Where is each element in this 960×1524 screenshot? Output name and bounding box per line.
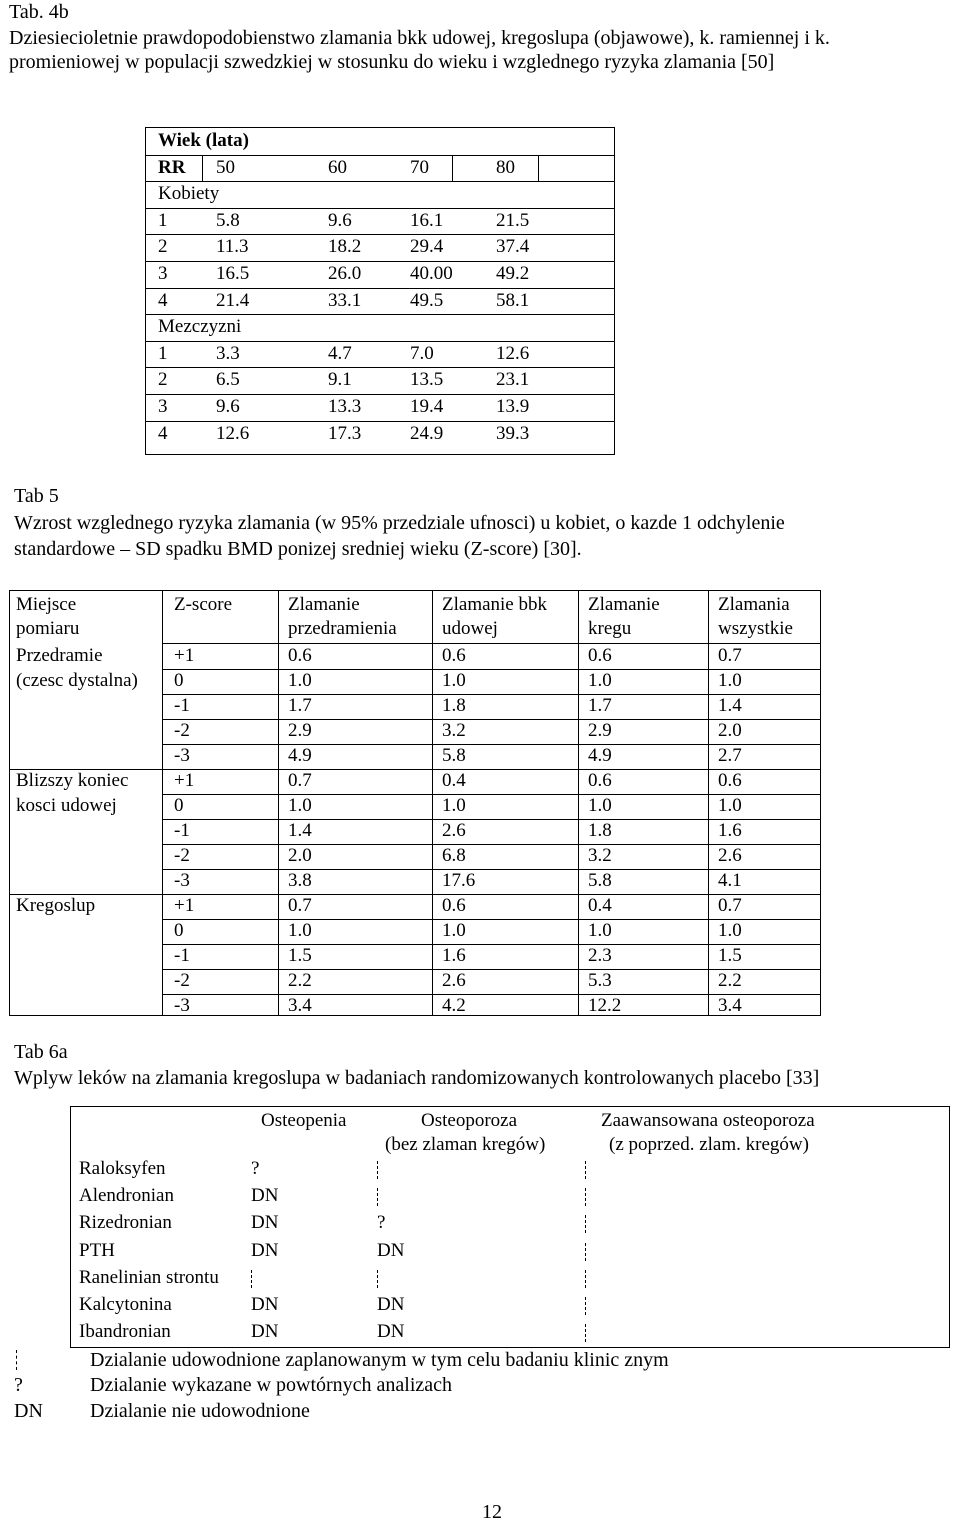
col-header-advanced: Zaawansowana osteoporoza: [601, 1110, 815, 1131]
table-cell: 0.4: [588, 895, 612, 916]
table-cell: 9.1: [328, 369, 352, 390]
table-5: [9, 590, 821, 1016]
table-cell: 18.2: [328, 236, 362, 257]
table-6a: [70, 1106, 950, 1348]
table-cell: 12.2: [588, 995, 622, 1016]
table-cell: 0.6: [588, 645, 612, 666]
table-cell: 4.2: [442, 995, 466, 1016]
table-cell: 1.6: [442, 945, 466, 966]
col-header: Zlamanie: [288, 594, 360, 615]
table-cell: 49.5: [410, 290, 444, 311]
col-header: udowej: [442, 618, 498, 639]
row-divider: [146, 181, 614, 182]
table-cell: 0.6: [442, 895, 466, 916]
row-divider: [146, 421, 614, 422]
tab5-caption-line1: Wzrost wzglednego ryzyka zlamania (w 95% przedziale ufnosci) u kobiet, o kazde 1 odchylenie: [14, 512, 785, 534]
dashed-tick-icon: [377, 1188, 378, 1206]
table-cell: 0.7: [718, 645, 742, 666]
row-divider: [146, 367, 614, 368]
table-cell: -1: [174, 945, 190, 966]
table-cell: -2: [174, 970, 190, 991]
tab5-caption-line2: standardowe – SD spadku BMD ponizej sredniej wieku (Z-score) [30].: [14, 538, 582, 560]
table-cell: 3.8: [288, 870, 312, 891]
table-cell: 1.7: [288, 695, 312, 716]
table-cell: DN: [251, 1240, 279, 1261]
table-cell: 4.1: [718, 870, 742, 891]
proven-effect-mark: [585, 1266, 586, 1290]
table-cell: -1: [174, 695, 190, 716]
table-4b: [145, 127, 615, 455]
row-divider: [146, 234, 614, 235]
legend-text: Dzialanie wykazane w powtórnych analizach: [90, 1374, 453, 1396]
col-header: kregu: [588, 618, 632, 639]
table-cell: 1.0: [588, 670, 612, 691]
table-cell: 3.4: [288, 995, 312, 1016]
col-header: przedramienia: [288, 618, 397, 639]
table-cell: 0.7: [288, 770, 312, 791]
table-cell: -1: [174, 820, 190, 841]
drug-name: Ranelinian strontu: [79, 1267, 219, 1288]
proven-effect-mark: [585, 1211, 586, 1235]
table-cell: 6.8: [442, 845, 466, 866]
table-cell: 6.5: [216, 369, 240, 390]
col-header: Zlamania: [718, 594, 790, 615]
table-cell: 2.6: [442, 970, 466, 991]
table-cell: 2.7: [718, 745, 742, 766]
site-label: Kregoslup: [16, 895, 96, 916]
table-cell: DN: [251, 1321, 279, 1342]
table-cell: 2.9: [588, 720, 612, 741]
legend-text: Dzialanie udowodnione zaplanowanym w tym celu badaniu klinic znym: [90, 1349, 669, 1371]
legend-text: Dzialanie nie udowodnione: [90, 1400, 310, 1422]
row-divider: [146, 341, 614, 342]
table-cell: 1.0: [288, 920, 312, 941]
dashed-tick-icon: [585, 1161, 586, 1179]
col-header: Miejsce: [16, 594, 77, 615]
col-divider: [202, 155, 203, 182]
proven-effect-mark: [585, 1157, 586, 1181]
table-cell: 2.2: [718, 970, 742, 991]
tab6a-label: Tab 6a: [14, 1041, 68, 1063]
table-cell: DN: [377, 1321, 405, 1342]
col-header-osteopenia: Osteopenia: [261, 1110, 347, 1131]
table-cell: 12.6: [216, 423, 250, 444]
col-header-age: 70: [410, 157, 429, 178]
table-cell: 40.00: [410, 263, 453, 284]
table-cell: 19.4: [410, 396, 444, 417]
row-divider: [146, 314, 614, 315]
table-cell: 3: [158, 263, 168, 284]
proven-effect-mark: [585, 1293, 586, 1317]
table-header: Wiek (lata): [158, 130, 249, 151]
site-label: kosci udowej: [16, 795, 117, 816]
table-cell: 1.0: [588, 920, 612, 941]
table-cell: 0.7: [718, 895, 742, 916]
table-cell: 1: [158, 343, 168, 364]
table-cell: 2: [158, 369, 168, 390]
row-divider: [146, 288, 614, 289]
col-header: Zlamanie bbk: [442, 594, 547, 615]
table-cell: 29.4: [410, 236, 444, 257]
table-cell: ?: [251, 1158, 260, 1179]
table-cell: 0.7: [288, 895, 312, 916]
table-cell: 4: [158, 290, 168, 311]
table-cell: 1.5: [718, 945, 742, 966]
table-cell: 3.4: [718, 995, 742, 1016]
col-header: pomiaru: [16, 618, 80, 639]
table-cell: 3: [158, 396, 168, 417]
table-cell: 33.1: [328, 290, 362, 311]
table-cell: 2.0: [288, 845, 312, 866]
table-cell: -2: [174, 720, 190, 741]
proven-effect-mark: [377, 1157, 378, 1181]
table-cell: 58.1: [496, 290, 530, 311]
table-cell: 1.5: [288, 945, 312, 966]
table-cell: 1.0: [718, 795, 742, 816]
row-divider: [146, 261, 614, 262]
proven-effect-mark: [377, 1266, 378, 1290]
tab4b-caption-line2: promieniowej w populacji szwedzkiej w stosunku do wieku i wzglednego ryzyka zlamania [50]: [9, 51, 775, 73]
table-cell: -3: [174, 745, 190, 766]
table-cell: 11.3: [216, 236, 249, 257]
col-divider: [432, 591, 433, 1015]
dashed-tick-icon: [377, 1161, 378, 1179]
table-cell: 5.8: [588, 870, 612, 891]
table-cell: 0: [174, 670, 184, 691]
table-cell: 3.2: [442, 720, 466, 741]
table-cell: 21.5: [496, 210, 530, 231]
table-cell: 1.4: [288, 820, 312, 841]
table-cell: -3: [174, 870, 190, 891]
table-cell: 0.6: [288, 645, 312, 666]
table-cell: 12.6: [496, 343, 530, 364]
table-cell: 2.6: [718, 845, 742, 866]
table-cell: 13.5: [410, 369, 444, 390]
table-cell: 5.3: [588, 970, 612, 991]
drug-name: Alendronian: [79, 1185, 174, 1206]
col-header-age: 50: [216, 157, 235, 178]
site-label: Przedramie: [16, 645, 103, 666]
legend-symbol: DN: [14, 1400, 43, 1422]
table-cell: ?: [377, 1212, 386, 1233]
col-header-age: 60: [328, 157, 347, 178]
table-cell: 9.6: [216, 396, 240, 417]
table-cell: 0.6: [588, 770, 612, 791]
table-cell: 5.8: [216, 210, 240, 231]
dashed-tick-icon: [585, 1243, 586, 1261]
table-cell: +1: [174, 895, 195, 916]
table-cell: 24.9: [410, 423, 444, 444]
table-cell: 13.3: [328, 396, 362, 417]
table-cell: 7.0: [410, 343, 434, 364]
dashed-tick-icon: [16, 1350, 17, 1370]
drug-name: Kalcytonina: [79, 1294, 172, 1315]
dashed-tick-icon: [251, 1270, 252, 1288]
table-cell: 2.6: [442, 820, 466, 841]
col-divider: [708, 591, 709, 1015]
table-cell: 39.3: [496, 423, 530, 444]
tab6a-caption: Wplyw leków na zlamania kregoslupa w badaniach randomizowanych kontrolowanych placebo [33]: [14, 1067, 820, 1089]
col-header-advanced-sub: (z poprzed. zlam. kregów): [609, 1134, 809, 1155]
table-cell: 1.4: [718, 695, 742, 716]
table-cell: 26.0: [328, 263, 362, 284]
section-label-men: Mezczyzni: [158, 316, 242, 337]
col-divider: [538, 155, 539, 182]
proven-effect-mark: [251, 1266, 252, 1290]
row-divider: [146, 155, 614, 156]
dashed-tick-icon: [585, 1188, 586, 1206]
dashed-tick-icon: [585, 1215, 586, 1233]
section-label-women: Kobiety: [158, 183, 220, 204]
table-cell: 1.8: [442, 695, 466, 716]
table-cell: 1.0: [288, 670, 312, 691]
table-cell: 0.6: [442, 645, 466, 666]
site-label: (czesc dystalna): [16, 670, 138, 691]
table-cell: 37.4: [496, 236, 530, 257]
col-header: wszystkie: [718, 618, 793, 639]
dashed-tick-icon: [377, 1270, 378, 1288]
site-label: Blizszy koniec: [16, 770, 129, 791]
drug-name: PTH: [79, 1240, 115, 1261]
table-cell: 2: [158, 236, 168, 257]
table-cell: 1.0: [588, 795, 612, 816]
drug-name: Ibandronian: [79, 1321, 171, 1342]
col-divider: [452, 155, 453, 182]
legend-symbol: ?: [14, 1374, 23, 1396]
table-cell: -2: [174, 845, 190, 866]
col-divider: [578, 591, 579, 1015]
proven-effect-mark: [585, 1184, 586, 1208]
table-cell: 49.2: [496, 263, 530, 284]
table-cell: 5.8: [442, 745, 466, 766]
table-cell: 0.4: [442, 770, 466, 791]
table-cell: 2.9: [288, 720, 312, 741]
table-cell: 3.2: [588, 845, 612, 866]
table-cell: 1: [158, 210, 168, 231]
table-cell: +1: [174, 770, 195, 791]
table-cell: 0.6: [718, 770, 742, 791]
table-cell: 16.1: [410, 210, 444, 231]
proven-effect-mark: [585, 1320, 586, 1344]
proven-effect-mark: [585, 1239, 586, 1263]
tab4b-label: Tab. 4b: [9, 1, 69, 23]
table-cell: DN: [251, 1185, 279, 1206]
table-cell: 1.8: [588, 820, 612, 841]
table-cell: 1.6: [718, 820, 742, 841]
table-cell: 2.3: [588, 945, 612, 966]
table-cell: 1.0: [718, 670, 742, 691]
drug-name: Rizedronian: [79, 1212, 172, 1233]
tab4b-caption-line1: Dziesiecioletnie prawdopodobienstwo zlamania bkk udowej, kregoslupa (objawowe), k. ramiennej i k.: [9, 27, 830, 49]
table-cell: 9.6: [328, 210, 352, 231]
table-cell: 4.9: [288, 745, 312, 766]
dashed-tick-icon: [585, 1297, 586, 1315]
col-divider: [162, 591, 163, 1015]
table-cell: 23.1: [496, 369, 530, 390]
table-cell: DN: [251, 1212, 279, 1233]
table-cell: DN: [377, 1294, 405, 1315]
table-cell: 16.5: [216, 263, 250, 284]
table-cell: 13.9: [496, 396, 530, 417]
col-header: Zlamanie: [588, 594, 660, 615]
table-cell: +1: [174, 645, 195, 666]
table-cell: 4.7: [328, 343, 352, 364]
table-cell: 3.3: [216, 343, 240, 364]
col-header-rr: RR: [158, 157, 186, 178]
col-header-age: 80: [496, 157, 515, 178]
proven-effect-mark: [377, 1184, 378, 1208]
drug-name: Raloksyfen: [79, 1158, 166, 1179]
table-cell: DN: [377, 1240, 405, 1261]
table-cell: 1.0: [442, 795, 466, 816]
table-cell: -3: [174, 995, 190, 1016]
table-cell: 17.6: [442, 870, 476, 891]
dashed-tick-icon: [585, 1324, 586, 1342]
table-cell: 1.0: [442, 920, 466, 941]
page-number: 12: [482, 1501, 502, 1523]
row-divider: [146, 394, 614, 395]
table-cell: 21.4: [216, 290, 250, 311]
col-header-osteoporoza-sub: (bez zlaman kregów): [385, 1134, 546, 1155]
tab5-label: Tab 5: [14, 485, 59, 507]
table-cell: DN: [251, 1294, 279, 1315]
table-cell: 0: [174, 920, 184, 941]
row-divider: [146, 208, 614, 209]
table-cell: 4: [158, 423, 168, 444]
col-header-osteoporoza: Osteoporoza: [421, 1110, 518, 1131]
table-cell: 2.2: [288, 970, 312, 991]
table-cell: 4.9: [588, 745, 612, 766]
table-cell: 1.0: [288, 795, 312, 816]
table-cell: 1.0: [718, 920, 742, 941]
table-cell: 1.7: [588, 695, 612, 716]
table-cell: 17.3: [328, 423, 362, 444]
table-cell: 2.0: [718, 720, 742, 741]
table-cell: 1.0: [442, 670, 466, 691]
dashed-tick-icon: [585, 1270, 586, 1288]
col-header: Z-score: [174, 594, 233, 615]
col-divider: [278, 591, 279, 1015]
table-cell: 0: [174, 795, 184, 816]
